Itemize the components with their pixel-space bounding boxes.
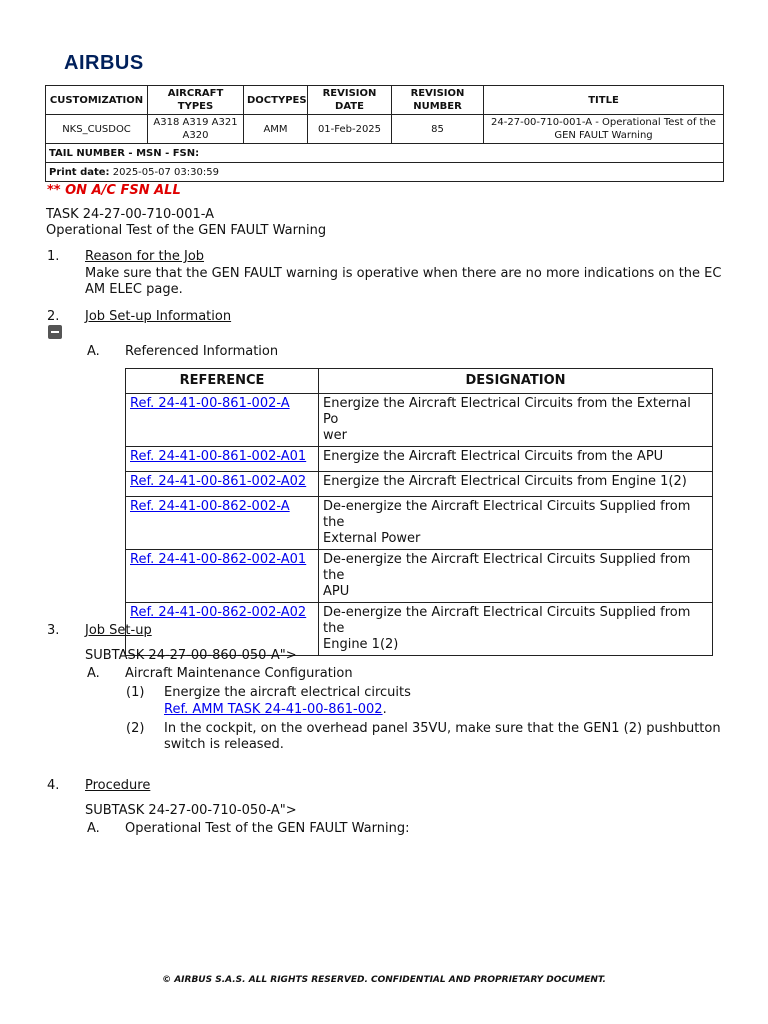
section-2-number: 2. — [47, 309, 60, 324]
ref-designation — [319, 497, 713, 550]
ref-designation — [319, 603, 713, 656]
header-column-row — [46, 86, 724, 115]
section-4-number: 4. — [47, 778, 60, 793]
designation-line: External Power — [323, 531, 421, 546]
designation-line: APU — [323, 584, 350, 599]
title-value: 24-27-00-710-001-A - Operational Test of the GEN FAULT Warning — [484, 115, 724, 144]
section-4-heading: Procedure — [85, 778, 151, 793]
step-2-line2: switch is released. — [164, 737, 284, 752]
airbus-logo: AIRBUS — [64, 52, 144, 74]
customization-value: NKS_CUSDOC — [46, 115, 148, 144]
section-2-sub-letter: A. — [87, 344, 100, 359]
print-date-value: 2025-05-07 03:30:59 — [112, 166, 219, 178]
col-aircraft-types: AIRCRAFT TYPES — [148, 86, 244, 115]
table-row — [126, 447, 713, 472]
tail-number-label: TAIL NUMBER - MSN - FSN: — [46, 144, 724, 163]
step-1-number: (1) — [126, 685, 145, 700]
print-date-cell — [46, 163, 724, 182]
document-header-table — [45, 85, 724, 182]
col-customization: CUSTOMIZATION — [46, 86, 148, 115]
col-revision-number: REVISION NUMBER — [392, 86, 484, 115]
designation-line: De-energize the Aircraft Electrical Circuits Supplied from the — [323, 605, 691, 636]
ref-link[interactable]: Ref. 24-41-00-861-002-A02 — [130, 474, 307, 489]
aircraft-types-value: A318 A319 A321 A320 — [148, 115, 244, 144]
designation-line: Energize the Aircraft Electrical Circuits from Engine 1(2) — [323, 474, 687, 489]
ref-col-designation: DESIGNATION — [319, 369, 713, 394]
table-row — [126, 497, 713, 550]
tail-number-row — [46, 144, 724, 163]
task-id: TASK 24-27-00-710-001-A — [46, 207, 215, 222]
ref-link[interactable]: Ref. 24-41-00-862-002-A02 — [130, 605, 307, 620]
task-title: Operational Test of the GEN FAULT Warning — [46, 223, 327, 238]
step-1-period: . — [382, 702, 387, 717]
designation-line: wer — [323, 428, 347, 443]
section-2-sub-title: Referenced Information — [125, 344, 279, 359]
section-1-heading: Reason for the Job — [85, 249, 205, 264]
referenced-information-table — [125, 368, 713, 656]
copyright-footer: © AIRBUS S.A.S. ALL RIGHTS RESERVED. CONFIDENTIAL AND PROPRIETARY DOCUMENT. — [162, 975, 606, 985]
print-date-row — [46, 163, 724, 182]
ref-table-header — [126, 369, 713, 394]
step-1-text: Energize the aircraft electrical circuits — [164, 685, 411, 700]
step-1-ref-line — [164, 702, 387, 718]
designation-line: Energize the Aircraft Electrical Circuits from the APU — [323, 449, 664, 464]
ref-designation — [319, 550, 713, 603]
designation-line: Engine 1(2) — [323, 637, 399, 652]
section-1-body-line2: AM ELEC page. — [85, 282, 183, 297]
designation-line: Energize the Aircraft Electrical Circuits from the External Po — [323, 396, 691, 427]
table-row — [126, 472, 713, 497]
table-row — [126, 550, 713, 603]
doctype-value: AMM — [244, 115, 308, 144]
section-4-sub-title: Operational Test of the GEN FAULT Warning: — [125, 821, 410, 836]
ref-link[interactable]: Ref. 24-41-00-862-002-A — [130, 499, 290, 514]
col-doctypes: DOCTYPES — [244, 86, 308, 115]
revision-date-value: 01-Feb-2025 — [308, 115, 392, 144]
step-2-line1: In the cockpit, on the overhead panel 35VU, make sure that the GEN1 (2) pushbutton — [164, 721, 721, 736]
section-4-sub-letter: A. — [87, 821, 100, 836]
section-4-subtask: SUBTASK 24-27-00-710-050-A"> — [85, 803, 297, 818]
designation-line: De-energize the Aircraft Electrical Circuits Supplied from the — [323, 552, 691, 583]
header-value-row — [46, 115, 724, 144]
ref-col-reference: REFERENCE — [126, 369, 319, 394]
step-2-number: (2) — [126, 721, 145, 736]
ref-designation — [319, 394, 713, 447]
section-3-number: 3. — [47, 623, 60, 638]
section-3-sub-title: Aircraft Maintenance Configuration — [125, 666, 353, 681]
ref-link[interactable]: Ref. 24-41-00-861-002-A — [130, 396, 290, 411]
table-row — [126, 394, 713, 447]
ref-link[interactable]: Ref. 24-41-00-861-002-A01 — [130, 449, 307, 464]
section-2-heading: Job Set-up Information — [85, 309, 232, 324]
revision-number-value: 85 — [392, 115, 484, 144]
ref-designation — [319, 447, 713, 472]
section-1-number: 1. — [47, 249, 60, 264]
ref-designation — [319, 472, 713, 497]
col-title: TITLE — [484, 86, 724, 115]
section-3-subtask: SUBTASK 24-27-00-860-050-A"> — [85, 648, 297, 663]
effectivity-note: ** ON A/C FSN ALL — [47, 183, 181, 198]
ref-link[interactable]: Ref. 24-41-00-862-002-A01 — [130, 552, 307, 567]
print-date-label: Print date: — [49, 166, 110, 178]
collapse-toggle-icon[interactable] — [48, 325, 62, 339]
section-3-sub-letter: A. — [87, 666, 100, 681]
col-revision-date: REVISION DATE — [308, 86, 392, 115]
section-1-body-line1: Make sure that the GEN FAULT warning is operative when there are no more indications on the EC — [85, 266, 722, 281]
section-3-heading: Job Set-up — [85, 623, 152, 638]
amm-task-link[interactable]: Ref. AMM TASK 24-41-00-861-002 — [164, 702, 383, 717]
designation-line: De-energize the Aircraft Electrical Circuits Supplied from the — [323, 499, 691, 530]
